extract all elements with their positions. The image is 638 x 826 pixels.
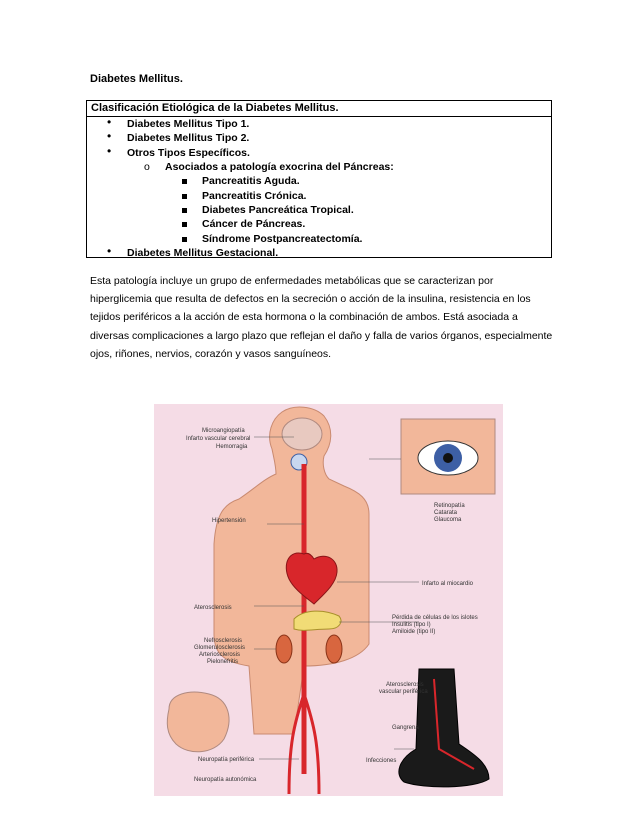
label-aterosclerosis: Aterosclerosis (194, 605, 232, 611)
label-nefrosclerosis: Nefrosclerosis (204, 638, 243, 644)
list-item: Diabetes Mellitus Tipo 1. (127, 118, 250, 130)
eye-pupil (443, 453, 453, 463)
label-perdida-celulas: Pérdida de células de los islotes (392, 615, 478, 621)
brain (282, 418, 322, 450)
kidney-left (276, 635, 292, 663)
sub-list-item: Asociados a patología exocrina del Páncreas: (165, 161, 394, 173)
label-insulitis: Insulitis (tipo I) (392, 622, 431, 628)
label-infarto-miocardio: Infarto al miocardio (422, 581, 474, 587)
body-illustration (154, 404, 503, 796)
paragraph-line: tejidos periféricos a la acción de esta hormona o la combinación de ambos. Está asociada a (90, 311, 518, 324)
paragraph-line: diversas complicaciones a largo plazo que reflejan el daño y falla de varios órganos, especialmente (90, 329, 553, 342)
label-hemorragia: Hemorragia (216, 444, 248, 450)
circle-bullet-icon: o (144, 161, 150, 173)
square-bullet-icon (182, 237, 187, 242)
sub-sub-item: Diabetes Pancreática Tropical. (202, 204, 354, 216)
square-bullet-icon (182, 179, 187, 184)
sub-sub-item: Síndrome Postpancreatectomía. (202, 233, 363, 245)
label-gangrena: Gangrena (392, 725, 419, 731)
sub-sub-item: Pancreatitis Crónica. (202, 190, 307, 202)
label-glomerulosclerosis: Glomerulosclerosis (194, 645, 246, 651)
bullet-icon: • (107, 244, 112, 258)
diabetes-complications-figure (154, 404, 503, 796)
square-bullet-icon (182, 208, 187, 213)
classification-header: Clasificación Etiológica de la Diabetes Mellitus. (87, 101, 551, 117)
label-glaucoma: Glaucoma (434, 517, 462, 523)
bullet-icon: • (107, 115, 112, 129)
label-hipertension: Hipertensión (212, 518, 246, 524)
paragraph-line: hiperglicemia que resulta de defectos en la secreción o acción de la insulina, resistencia en los (90, 293, 531, 306)
hand (167, 692, 229, 752)
label-microangiopatia: Microangiopatía (202, 428, 245, 434)
sub-sub-item: Pancreatitis Aguda. (202, 175, 300, 187)
label-amiloide: Amiloide (tipo II) (392, 629, 436, 635)
list-item: Otros Tipos Específicos. (127, 147, 250, 159)
document-title: Diabetes Mellitus. (90, 73, 183, 85)
label-neuropatia-periferica: Neuropatía periférica (198, 757, 255, 763)
label-pielonefritis: Pielonefritis (207, 659, 239, 665)
bullet-icon: • (107, 129, 112, 143)
label-arteriosclerosis: Arteriosclerosis (199, 652, 241, 658)
list-item: Diabetes Mellitus Gestacional. (127, 247, 279, 259)
pancreas (294, 611, 341, 630)
label-catarata: Catarata (434, 510, 458, 516)
label-neuropatia-autonomica: Neuropatía autonómica (194, 777, 257, 783)
bullet-icon: • (107, 144, 112, 158)
description-paragraph (90, 272, 560, 363)
label-aterosclerosis-periferica-2: vascular periférica (379, 689, 428, 695)
label-infecciones: Infecciones (366, 758, 397, 764)
classification-table (86, 100, 552, 258)
sub-sub-item: Cáncer de Páncreas. (202, 218, 306, 230)
label-infarto-cerebral: Infarto vascular cerebral (186, 436, 251, 442)
square-bullet-icon (182, 222, 187, 227)
list-item: Diabetes Mellitus Tipo 2. (127, 132, 250, 144)
label-retinopatia: Retinopatía (434, 503, 465, 509)
label-aterosclerosis-periferica-1: Aterosclerosis (386, 682, 424, 688)
paragraph-line: ojos, riñones, nervios, corazón y vasos sanguíneos. (90, 347, 332, 360)
paragraph-line: Esta patología incluye un grupo de enfermedades metabólicas que se caracterizan por (90, 275, 494, 287)
kidney-right (326, 635, 342, 663)
square-bullet-icon (182, 194, 187, 199)
